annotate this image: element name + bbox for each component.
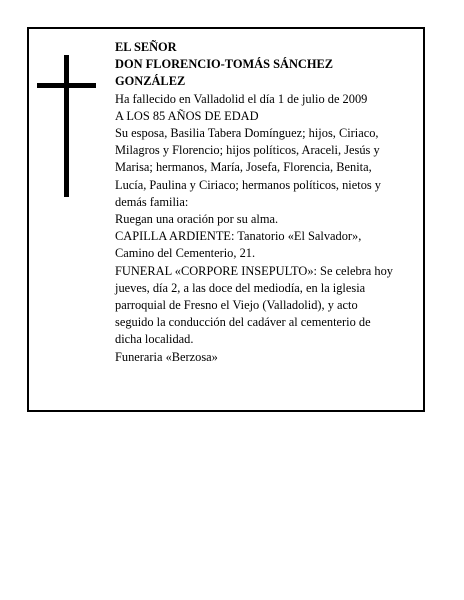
notice-body bbox=[115, 39, 399, 366]
death-statement: Ha fallecido en Valladolid el día 1 de julio de 2009 bbox=[115, 91, 368, 106]
deceased-title: EL SEÑOR bbox=[115, 40, 177, 54]
prayer-request: Ruegan una oración por su alma. bbox=[115, 212, 279, 227]
funeral-info: FUNERAL «CORPORE INSEPULTO»: Se celebra hoy jueves, día 2, a las doce del mediodía, en la iglesia parroquial de Fresno el Viejo (Valladolid), y acto seguido la conducción del cadáver al cementerio de dicha localidad. bbox=[115, 263, 393, 347]
chapel-info: CAPILLA ARDIENTE: Tanatorio «El Salvador», Camino del Cementerio, 21. bbox=[115, 229, 362, 261]
cross-horizontal-bar bbox=[37, 83, 96, 88]
family-list: Su esposa, Basilia Tabera Domínguez; hijos, Ciriaco, Milagros y Florencio; hijos políticos, Araceli, Jesús y Marisa; hermanos, María, Josefa, Florencia, Benita, Lucía, Paulina y Ciriaco; hermanos políticos, nietos y demás familia: bbox=[115, 126, 381, 209]
age-statement: A LOS 85 AÑOS DE EDAD bbox=[115, 108, 259, 123]
funeral-home: Funeraria «Berzosa» bbox=[115, 349, 218, 364]
cross-vertical-bar bbox=[64, 55, 69, 197]
deceased-name: DON FLORENCIO-TOMÁS SÁNCHEZ GONZÁLEZ bbox=[115, 57, 334, 89]
